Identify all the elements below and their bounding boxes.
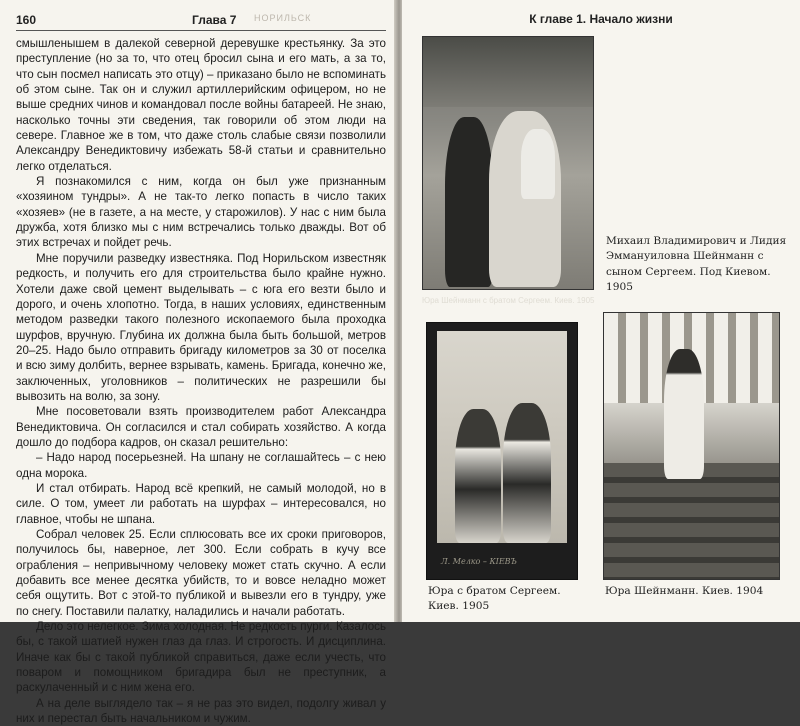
paragraph: смышленышем в далекой северной деревушке крестьянку. За это преступление (но за то, что отец бросил сына и его мать, а за то, что сын посмел написать это отцу) – приказано было не вспоминать об этом сыне. Так он и служил артиллерийским офицером, но не выше средних чинов и командовал после войны батареей. Не знаю, насколько точны эти сведения, так говорили об этом люди на севере. Главное же в том, что даже столь слабые связи позволили Александру Венедиктовичу избежать 58-й статьи и сравнительно легко отделаться.	[16, 37, 386, 173]
brothers-photo-image	[437, 331, 567, 543]
yura-photo	[603, 312, 780, 580]
header-rule	[16, 30, 386, 31]
photo-figure-father	[445, 117, 493, 287]
paragraph: Мне посоветовали взять производителем работ Александра Венедиктовича. Он согласился и стал собирать хозяйство. А когда дошло до подбора кадров, он сказал решительно:	[16, 405, 386, 449]
studio-mark: Л. Мелко – КІЕВЪ	[441, 557, 517, 566]
family-photo-caption: Михаил Владимирович и Лидия Эммануиловна Шейнманн с сыном Сергеем. Под Киевом. 1905	[606, 235, 787, 293]
photo-figure-boy	[664, 349, 704, 479]
photo-figure-sergei	[503, 403, 551, 543]
body-text	[16, 36, 386, 726]
paragraph: Собрал человек 25. Если сплюсовать все их сроки приговоров, получилось бы, наверное, лет 300. Если собрать в кучу все ограбления – непривычному человеку может стать скучно. А если добавить все менее десятка убийств, то и вовсе неладно может себя ощутить. Вот с этой-то публикой и вывезли его в тундру, уже по снегу. Поставили палатку, наладились и начали работать.	[16, 528, 386, 618]
right-running-head: К главе 1. Начало жизни	[529, 12, 673, 26]
paragraph: – Надо народ посерьезней. На шпану не соглашайтесь – с нею одна морока.	[16, 451, 386, 480]
photo-figure-child	[521, 129, 555, 199]
paragraph: Я познакомился с ним, когда он был уже признанным «хозяином тундры». А не так-то легко попасть в число таких «хозяев» (не в газете, а на месте, у старожилов). У нас с ним была дружба, хотя близко мы с ним встречались только дважды. Вот об этих встречах и пойдет речь.	[16, 175, 386, 250]
left-running-head	[16, 12, 388, 30]
paragraph: А на деле выглядело так – я не раз это видел, подолгу живал у них и перестал быть начальником и чужим.	[16, 696, 386, 726]
yura-photo-caption: Юра Шейнманн. Киев. 1904	[605, 585, 764, 597]
ghost-running-text: НОРИЛЬСК	[254, 13, 312, 23]
photo-stairs	[604, 463, 779, 579]
chapter-title: Глава 7	[192, 13, 237, 27]
photo-mount	[427, 545, 577, 579]
paragraph: Мне поручили разведку известняка. Под Норильском известняк редкость, и получить его для строительства было крайне нужно. Хотели даже свой цемент выделывать – с юга его везти было и дорого, и очень хлопотно. Тогда, в наших условиях, единственным методом разведки такого полезного ископаемого была проходка шурфов, вручную. Глубина их должна была быть большой, метров 20–25. Надо было отправить бригаду километров за 30 от поселка и всю зиму долбить, вернее взрывать, камень. Бригада, конечно же, заключенных, уголовников – политических не разрешили бы вывозить на волю, за зону.	[16, 251, 386, 403]
paragraph: И стал отбирать. Народ всё крепкий, не самый молодой, но в силе. О том, умеет ли работать на шурфах – интересовался, но главное, чтобы не шпана.	[16, 481, 386, 526]
bleed-through-text: Юра Шейнманн с братом Сергеем. Киев. 1905	[422, 296, 595, 305]
brothers-photo	[426, 322, 578, 580]
paragraph: Дело это нелегкое. Зима холодная. Не редкость пурги. Казалось бы, с такой шатией нужен глаз да глаз. И строгость. И дисциплина. Иначе как бы с такой публикой справиться, даже если учесть, что поваром и помощником бригадира был не преступник, а раскулаченный и с ним жена его.	[16, 620, 386, 695]
photo-foliage	[423, 37, 593, 107]
right-page	[402, 0, 800, 622]
page-number: 160	[16, 13, 37, 27]
family-photo	[422, 36, 594, 290]
brothers-photo-caption: Юра с братом Сергеем. Киев. 1905	[428, 585, 561, 613]
photo-figure-yura	[455, 409, 501, 543]
left-page	[0, 0, 396, 726]
